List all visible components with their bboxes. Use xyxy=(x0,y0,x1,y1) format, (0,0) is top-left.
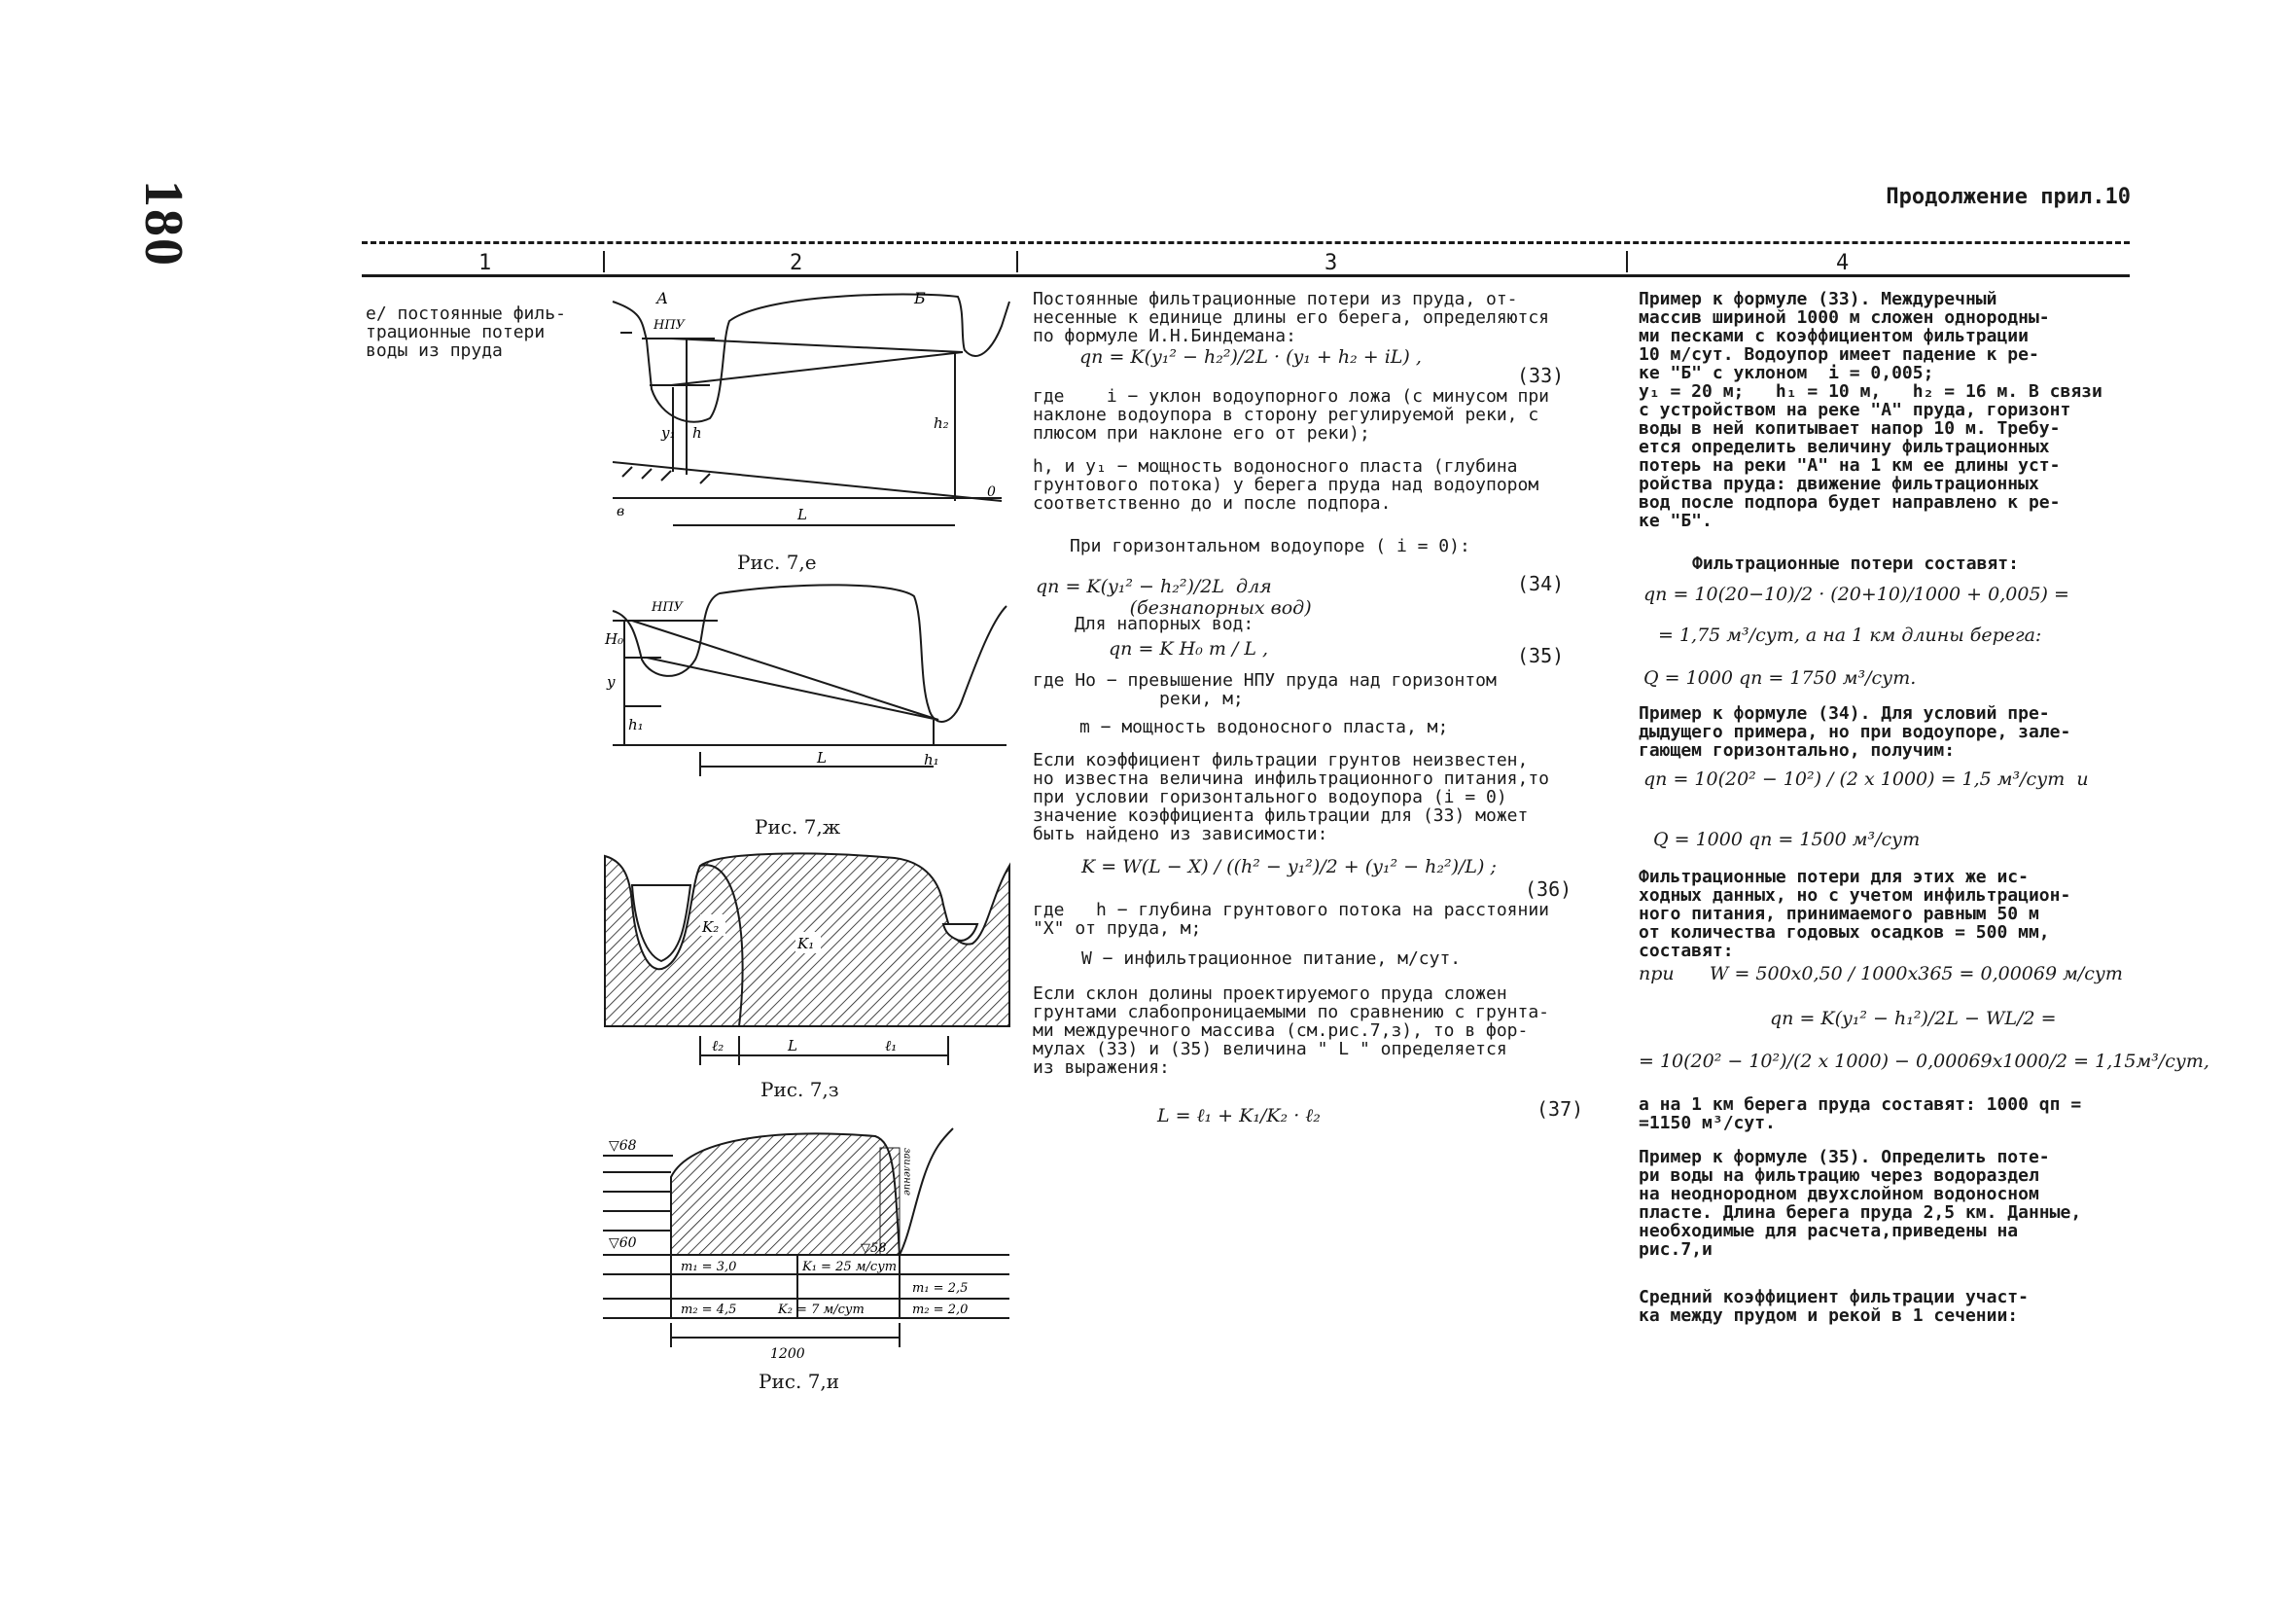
fig-label-L: L xyxy=(788,1037,797,1054)
col4-paragraph: Пример к формуле (33). Междуречный массив шириной 1000 м сложен однородны- ми песками с коэффициентом фильтрации 10 м/сут. Водоупор имеет падение к ре- ке "Б" с уклоном i = 0,005; y₁ = 20 м; h₁ = 10 м, h₂ = 16 м. В связи с устройством на реке "А" пруда, горизонт воды в ней копитывает напор 10 м. Требу- ется определить величину фильтрационных потерь на реки "А" на 1 км ее длины уст- ройства пруда: движение фильтрационных вод после подпора будет направлено к ре- ке "Б". xyxy=(1639,289,2102,531)
figure-caption: Рис. 7,ж xyxy=(755,815,841,839)
col4-paragraph: Пример к формуле (34). Для условий пре- дыдущего примера, но при водоупоре, зале- гающем горизонтально, получим: xyxy=(1639,703,2071,761)
fig-label-h: h xyxy=(692,424,702,442)
fig-label-H0: H₀ xyxy=(605,630,624,648)
col4-formula: при W = 500x0,50 / 1000x365 = 0,00069 м/сут xyxy=(1639,963,2123,984)
col4-paragraph: Пример к формуле (35). Определить поте- ри воды на фильтрацию через водораздел на неоднородном двухслойном водоносном пласте. Длина берега пруда 2,5 км. Данные, необходимые для расчета,приведены на рис.7,и xyxy=(1639,1147,2082,1260)
fig-label-A: А xyxy=(656,289,669,307)
col4-formula: = 10(20² − 10²)/(2 x 1000) − 0,00069x1000/2 = 1,15м³/сут, xyxy=(1639,1051,2209,1072)
column-divider xyxy=(1016,251,1018,272)
col3-paragraph: Для напорных вод: xyxy=(1075,614,1254,634)
col4-formula: Q = 1000 qп = 1750 м³/сут. xyxy=(1643,667,1917,689)
col3-paragraph: W − инфильтрационное питание, м/сут. xyxy=(1081,948,1462,969)
fig-label-level-60: ▽60 xyxy=(609,1235,637,1251)
fig-label-0: 0 xyxy=(987,484,996,500)
column-number-3: 3 xyxy=(1325,251,1338,275)
fig-label-level-68: ▽68 xyxy=(609,1138,637,1154)
figure-7zh xyxy=(603,582,1011,815)
column-number-1: 1 xyxy=(478,251,492,275)
fig-label-side: заиление xyxy=(901,1148,912,1196)
fig-label-L: L xyxy=(817,749,827,767)
col4-formula: qп = 10(20² − 10²) / (2 x 1000) = 1,5 м³/сут и xyxy=(1643,768,2089,790)
formula-37: L = ℓ₁ + K₁/K₂ · ℓ₂ xyxy=(1157,1105,1321,1126)
formula-number-35: (35) xyxy=(1517,644,1565,667)
formula-35: qп = K H₀ m / L , xyxy=(1109,638,1269,660)
col3-paragraph: Если коэффициент фильтрации грунтов неизвестен, но известна величина инфильтрационного питания,то при условии горизонтального водоупора (i = 0) значение коэффициента фильтрации для (33) может быть найдено из зависимости: xyxy=(1033,750,1550,844)
formula-number-37: (37) xyxy=(1537,1097,1584,1121)
fig-label-K1: K₁ = 25 м/сут xyxy=(802,1260,898,1274)
col3-paragraph: Если склон долины проектируемого пруда сложен грунтами слабопроницаемыми по сравнению с грунта- ми междуречного массива (см.рис.7,з), то в фор- мулах (33) и (35) величина " L " определяется из выражения: xyxy=(1033,983,1550,1078)
fig-label-h1: h₁ xyxy=(628,716,644,733)
col4-formula: Q = 1000 qп = 1500 м³/сут xyxy=(1653,829,1921,850)
col4-paragraph: а на 1 км берега пруда составят: 1000 qп = =1150 м³/сут. xyxy=(1639,1094,2082,1133)
figure-7z xyxy=(603,846,1011,1080)
formula-number-33: (33) xyxy=(1517,364,1565,387)
column-number-4: 4 xyxy=(1836,251,1850,275)
fig-label-npu: НПУ xyxy=(652,600,684,615)
column-number-2: 2 xyxy=(790,251,803,275)
fig-label-K1: K₁ xyxy=(797,935,815,952)
formula-number-36: (36) xyxy=(1525,877,1572,901)
fig-label-b: в xyxy=(617,504,625,519)
formula-34: qп = K(y₁² − h₂²)/2L для (безнапорных вод) xyxy=(1036,576,1312,619)
fig-label-h1-right: h₁ xyxy=(924,751,939,768)
fig-label-K2: K₂ xyxy=(702,918,720,936)
formula-36: K = W(L − X) / ((h² − y₁²)/2 + (y₁² − h₂²)/L) ; xyxy=(1081,856,1497,877)
fig-label-y: y xyxy=(607,673,616,691)
fig-label-L: L xyxy=(797,506,807,523)
figure-7e xyxy=(603,282,1011,574)
fig-label-K2: K₂ = 7 м/сут xyxy=(778,1303,865,1317)
formula-number-34: (34) xyxy=(1517,572,1565,595)
figure-caption: Рис. 7,е xyxy=(737,551,817,574)
col4-formula: qп = K(y₁² − h₁²)/2L − WL/2 = xyxy=(1770,1008,2057,1029)
fig-label-B: Б xyxy=(914,289,926,307)
fig-label-l1: ℓ₁ xyxy=(885,1037,898,1054)
column-divider xyxy=(1626,251,1628,272)
col4-formula: qп = 10(20−10)/2 · (20+10)/1000 + 0,005) = xyxy=(1643,584,2069,605)
col3-paragraph: h, и y₁ − мощность водоносного пласта (глубина грунтового потока) у берега пруда над водоупором соответственно до и после подпора. xyxy=(1033,456,1539,514)
header-bottom-rule xyxy=(362,274,2130,277)
fig-label-npu: НПУ xyxy=(653,318,686,333)
page-number: 180 xyxy=(133,180,194,268)
fig-label-m2-right: m₂ = 2,0 xyxy=(912,1303,969,1317)
fig-label-m2: m₂ = 4,5 xyxy=(681,1303,737,1317)
col3-paragraph: где i − уклон водоупорного ложа (с минусом при наклоне водоупора в сторону регулируемой реки, с плюсом при наклоне его от реки); xyxy=(1033,386,1550,444)
col3-paragraph: где Hо − превышение НПУ пруда над горизонтом реки, м; xyxy=(1033,670,1497,709)
row-label: е/ постоянные филь- трационные потери воды из пруда xyxy=(366,304,566,361)
fig-label-dim-1200: 1200 xyxy=(770,1346,805,1362)
col4-paragraph: Фильтрационные потери для этих же ис- ходных данных, но с учетом инфильтрацион- ного питания, принимаемого равным 50 м от количества годовых осадков = 500 мм, составят: xyxy=(1639,867,2071,961)
fig-label-level-58: ▽58 xyxy=(861,1241,887,1256)
col4-paragraph: Средний коэффициент фильтрации участ- ка между прудом и рекой в 1 сечении: xyxy=(1639,1287,2029,1326)
fig-label-h2: h₂ xyxy=(934,414,949,432)
continuation-label: Продолжение прил.10 xyxy=(1886,185,2131,209)
fig-label-y1: y₁ xyxy=(661,424,676,442)
fig-label-m1: m₁ = 3,0 xyxy=(681,1260,737,1274)
fig-label-l2: ℓ₂ xyxy=(712,1037,724,1054)
figure-7i xyxy=(603,1119,1011,1372)
col4-formula: = 1,75 м³/сут, а на 1 км длины берега: xyxy=(1658,625,2042,646)
header-top-rule xyxy=(362,241,2130,244)
figure-caption: Рис. 7,з xyxy=(760,1078,839,1101)
col3-paragraph: При горизонтальном водоупоре ( i = 0): xyxy=(1070,536,1470,556)
col4-paragraph: Фильтрационные потери составят: xyxy=(1692,554,2019,574)
col3-paragraph: m − мощность водоносного пласта, м; xyxy=(1079,717,1449,737)
figure-caption: Рис. 7,и xyxy=(759,1370,840,1393)
col3-paragraph: где h − глубина грунтового потока на расстоянии "X" от пруда, м; xyxy=(1033,900,1550,939)
column-divider xyxy=(603,251,605,272)
col3-paragraph: Постоянные фильтрационные потери из пруда, от- несенные к единице длины его берега, определяются по формуле И.Н.Биндемана: xyxy=(1033,289,1550,346)
fig-label-m1-right: m₁ = 2,5 xyxy=(912,1281,969,1296)
formula-33: qп = K(y₁² − h₂²)/2L · (y₁ + h₂ + iL) , xyxy=(1079,346,1422,368)
